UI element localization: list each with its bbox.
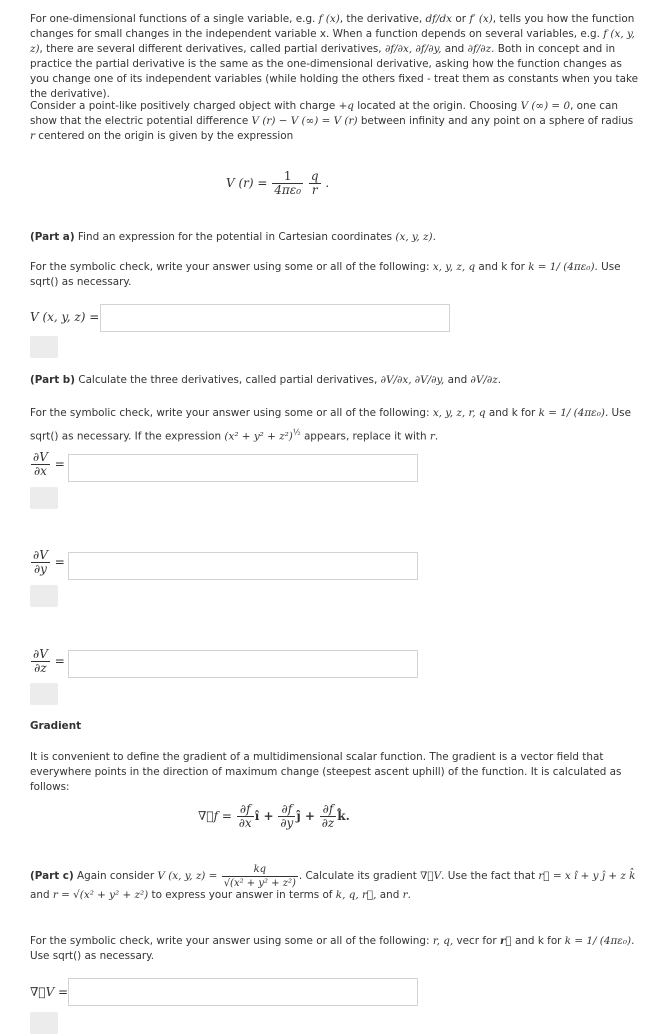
part-c-answer-input[interactable]	[68, 978, 418, 1006]
gradient-description: It is convenient to define the gradient of a multidimensional scalar function. The gradient is a vector field that everywhere points in the direction of maximum change (steepest ascent uphill) of the function. It is calculated as follows:	[30, 751, 622, 793]
part-c-label: ∇⃗V =	[30, 985, 69, 999]
part-b-dvdy-label: $\frac{\partial V}{\partial y}$ =	[33, 548, 65, 576]
part-b-dvdx-input[interactable]	[68, 454, 418, 482]
intro-paragraph-2: Consider a point-like positively charged object with charge +q located at the origin. Choosing V (∞) = 0, one can show that the electric potential difference V (r) − V (∞) = V (r) between infinity and any point on a sphere of radius r centered on the origin is given by the expression	[30, 100, 634, 142]
part-b-question: (Part b) Calculate the three derivatives, called partial derivatives, ∂V/∂x, ∂V/∂y, and ∂V/∂z.	[30, 374, 502, 386]
part-b-dvdy-input[interactable]	[68, 552, 418, 580]
gradient-equation: ∇⃗f = $\frac{\partial f}{\partial x}$ î + $\frac{\partial f}{\partial y}$ ĵ + $\frac{\partial f}{\partial z}$ k̂.	[198, 802, 350, 830]
part-a-check-button[interactable]	[30, 336, 58, 358]
part-b-dvdx-label: $\frac{\partial V}{\partial x}$ =	[33, 450, 65, 478]
part-b-dvdz-input[interactable]	[68, 650, 418, 678]
part-a-hint: For the symbolic check, write your answer using some or all of the following: x, y, z, q and k for k = 1/ (4πε₀). Use sqrt() as necessary.	[30, 261, 621, 288]
intro-paragraph-1: For one-dimensional functions of a single variable, e.g. f (x), the derivative, df/dx or f′ (x), tells you how the function changes for small changes in the independent variable x. When a function depends on several variables, e.g. f (x, y, z), there are several different derivatives, called partial derivatives, ∂f/∂x, ∂f/∂y, and ∂f/∂z. Both in concept and in practice the partial derivative is the same as the one-dimensional derivative, asking how the function changes as you change one of its independent variables (while holding the others fixed - treat them as constants when you take the derivative).	[30, 13, 639, 100]
part-a-label: V (x, y, z) =	[30, 310, 100, 324]
part-c-check-button[interactable]	[30, 1012, 58, 1034]
part-b-dvdy-check-button[interactable]	[30, 585, 58, 607]
part-b-dvdx-check-button[interactable]	[30, 487, 58, 509]
gradient-heading: Gradient	[30, 720, 82, 732]
part-a-question: (Part a) Find an expression for the potential in Cartesian coordinates (x, y, z).	[30, 231, 436, 243]
part-a-answer-input[interactable]	[100, 304, 450, 332]
part-c-hint: For the symbolic check, write your answer using some or all of the following: r, q, vecr for r⃗ and k for k = 1/ (4πε₀). Use sqrt() as necessary.	[30, 935, 635, 962]
part-b-dvdz-check-button[interactable]	[30, 683, 58, 705]
part-c-question: (Part c) Again consider V (x, y, z) = $\frac{kq}{\text{√(x² + y² + z²)}}$ . Calculate its gradient ∇⃗V. Use the fact that r⃗ = x î + y ĵ + z k̂ and r = √(x² + y² + z²) to express your answer in terms of k, q, r⃗, and r.	[30, 863, 636, 901]
part-b-dvdz-label: $\frac{\partial V}{\partial z}$ =	[33, 647, 65, 675]
part-b-hint: For the symbolic check, write your answer using some or all of the following: x, y, z, r, q and k for k = 1/ (4πε₀). Use sqrt() as necessary. If the expression $(x^2 + y^2 + z^2)^{\frac{1}{2}}$ appears, replace it with r.	[30, 407, 631, 443]
potential-equation: V (r) = $\frac{1}{\text{4πε₀}}$ $\frac{q}{r}$ .	[226, 169, 330, 197]
